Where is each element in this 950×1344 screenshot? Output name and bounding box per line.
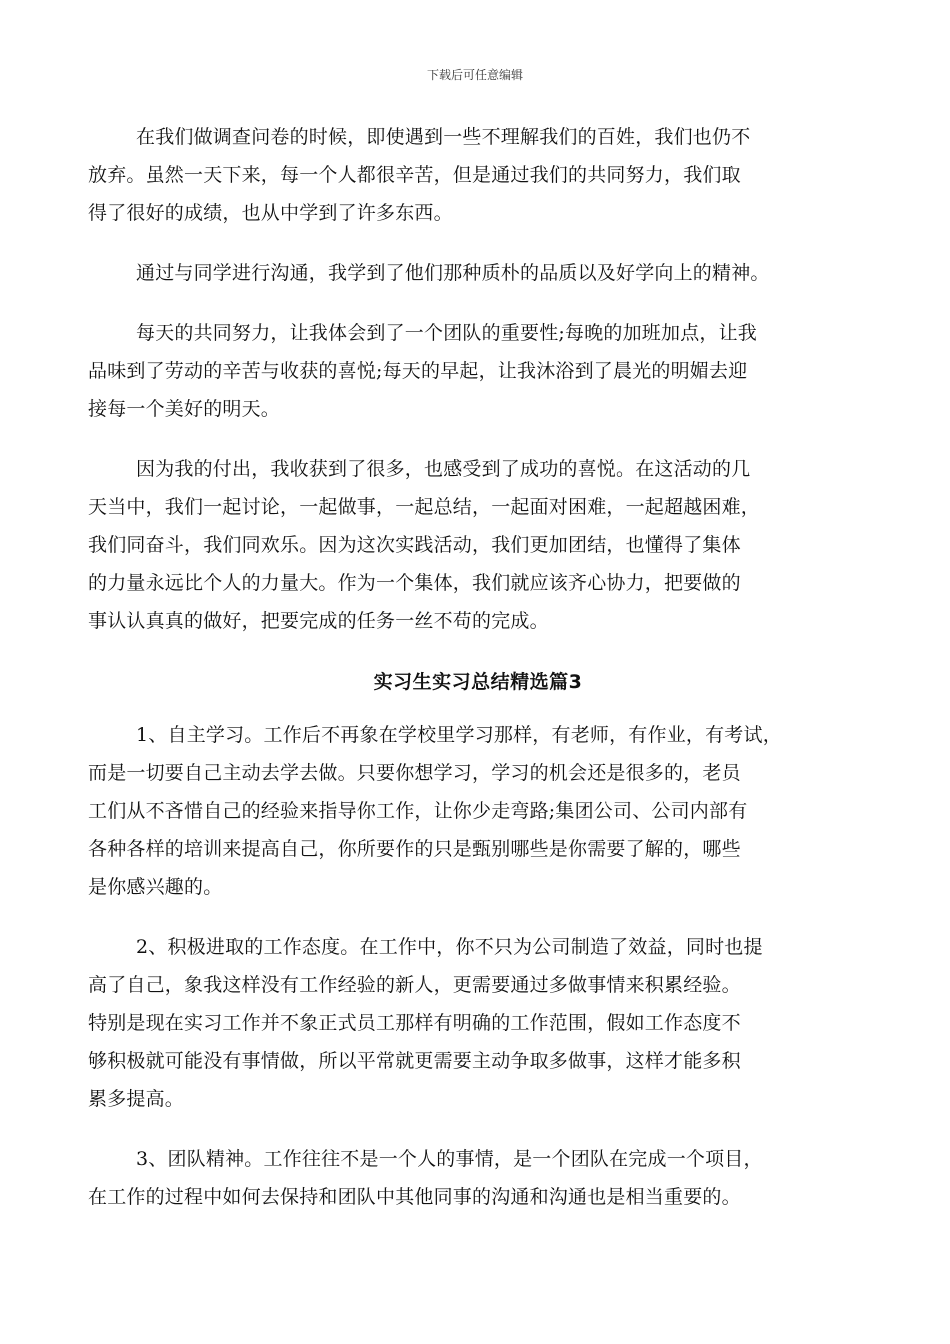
text-line: 3、团队精神。工作往往不是一个人的事情，是一个团队在完成一个项目，: [136, 1148, 763, 1170]
text-line: 工们从不吝惜自己的经验来指导你工作，让你少走弯路;集团公司、公司内部有: [88, 800, 748, 822]
paragraph-attitude: [88, 928, 868, 1118]
paragraph-harvest: [88, 450, 868, 640]
text-line: 2、积极进取的工作态度。在工作中，你不只为公司制造了效益，同时也提: [136, 936, 763, 958]
text-line: 是你感兴趣的。: [88, 876, 223, 898]
text-line: 累多提高。: [88, 1088, 185, 1110]
text-line: 1、自主学习。工作后不再象在学校里学习那样，有老师，有作业，有考试，: [136, 724, 782, 746]
section-heading: 实习生实习总结精选篇3: [373, 671, 583, 693]
text-line: 事认认真真的做好，把要完成的任务一丝不苟的完成。: [88, 610, 549, 632]
text-line: 通过与同学进行沟通，我学到了他们那种质朴的品质以及好学向上的精神。: [136, 262, 770, 284]
text-line: 因为我的付出，我收获到了很多，也感受到了成功的喜悦。在这活动的几: [136, 458, 751, 480]
paragraph-communication: [88, 254, 868, 292]
text-line: 放弃。虽然一天下来，每一个人都很辛苦，但是通过我们的共同努力，我们取: [88, 164, 741, 186]
text-line: 各种各样的培训来提高自己，你所要作的只是甄别哪些是你需要了解的，哪些: [88, 838, 741, 860]
paragraph-teamwork: [88, 314, 868, 428]
paragraph-self-study: [88, 716, 868, 906]
paragraph-team-spirit: [88, 1140, 868, 1216]
text-line: 特别是现在实习工作并不象正式员工那样有明确的工作范围，假如工作态度不: [88, 1012, 741, 1034]
text-line: 而是一切要自己主动去学去做。只要你想学习，学习的机会还是很多的，老员: [88, 762, 741, 784]
text-line: 我们同奋斗，我们同欢乐。因为这次实践活动，我们更加团结，也懂得了集体: [88, 534, 741, 556]
page-header-note: 下载后可任意编辑: [426, 68, 523, 82]
paragraph-survey: [88, 118, 868, 232]
text-line: 每天的共同努力，让我体会到了一个团队的重要性;每晚的加班加点，让我: [136, 322, 758, 344]
text-line: 高了自己，象我这样没有工作经验的新人，更需要通过多做事情来积累经验。: [88, 974, 741, 996]
document-body: [88, 118, 868, 1238]
text-line: 的力量永远比个人的力量大。作为一个集体，我们就应该齐心协力，把要做的: [88, 572, 741, 594]
text-line: 得了很好的成绩，也从中学到了许多东西。: [88, 202, 453, 224]
text-line: 在我们做调查问卷的时候，即使遇到一些不理解我们的百姓，我们也仍不: [136, 126, 751, 148]
text-line: 够积极就可能没有事情做，所以平常就更需要主动争取多做事，这样才能多积: [88, 1050, 741, 1072]
text-line: 在工作的过程中如何去保持和团队中其他同事的沟通和沟通也是相当重要的。: [88, 1186, 741, 1208]
text-line: 接每一个美好的明天。: [88, 398, 281, 420]
text-line: 天当中，我们一起讨论，一起做事，一起总结，一起面对困难，一起超越困难，: [88, 496, 761, 518]
text-line: 品味到了劳动的辛苦与收获的喜悦;每天的早起，让我沐浴到了晨光的明媚去迎: [88, 360, 748, 382]
